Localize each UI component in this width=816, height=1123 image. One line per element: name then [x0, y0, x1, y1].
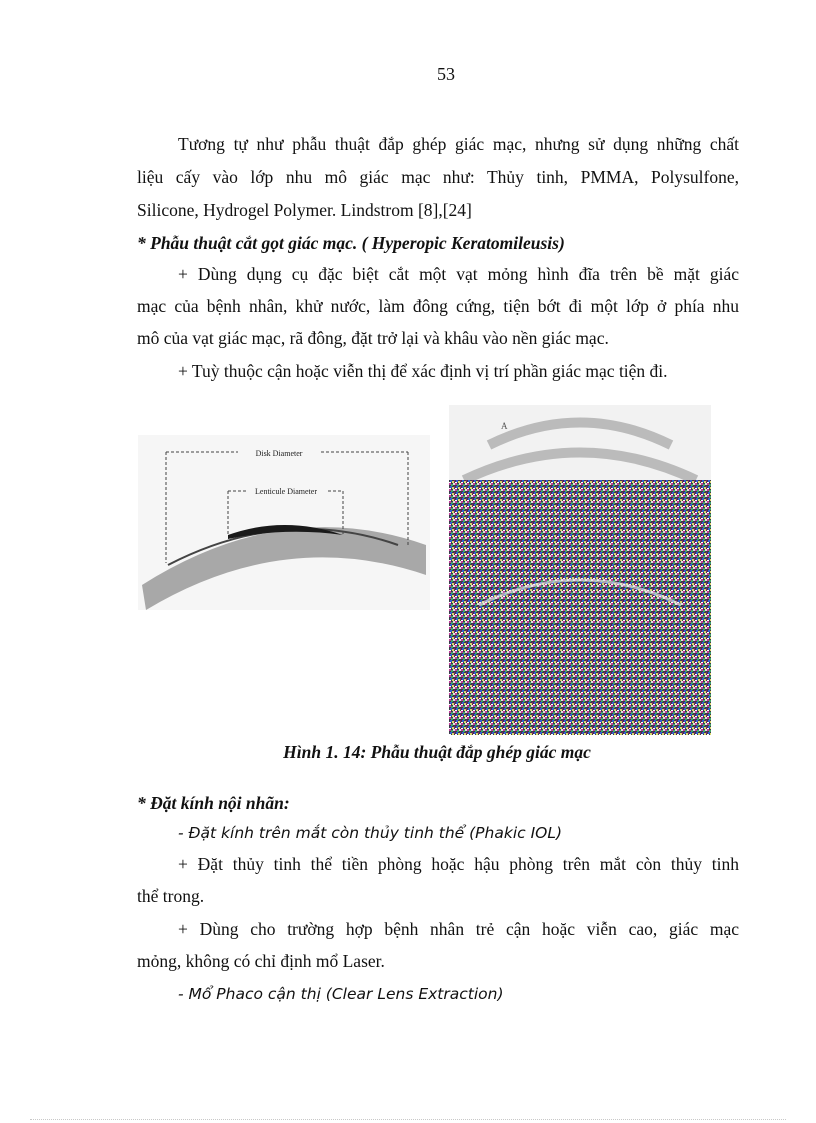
- lenticule-diameter-label: Lenticule Diameter: [255, 487, 317, 496]
- subheading-phakic-iol: - Đặt kính trên mắt còn thủy tinh thể (Phakic IOL): [178, 824, 563, 842]
- figure-caption: Hình 1. 14: Phẫu thuật đắp ghép giác mạc: [283, 742, 591, 762]
- heading-keratomileusis: * Phẫu thuật cắt gọt giác mạc. ( Hyperopic Keratomileusis): [137, 233, 565, 253]
- bottom-divider: [30, 1119, 786, 1120]
- paragraph-2-line-3: mô của vạt giác mạc, rã đông, đặt trở lại và khâu vào nền giác mạc.: [137, 328, 609, 348]
- heading-iol: * Đặt kính nội nhãn:: [137, 793, 290, 813]
- paragraph-4-line-1: + Đặt thủy tinh thể tiền phòng hoặc hậu phòng trên mắt còn thủy tinh: [178, 854, 739, 874]
- paragraph-1-line-1: Tương tự như phẫu thuật đắp ghép giác mạc, nhưng sử dụng những chất: [178, 134, 739, 154]
- disk-diameter-label: Disk Diameter: [255, 449, 303, 458]
- page-number: 53: [437, 64, 455, 84]
- photo-noise-region: [449, 480, 711, 735]
- paragraph-1-line-3: Silicone, Hydrogel Polymer. Lindstrom [8],[24]: [137, 200, 472, 220]
- paragraph-2-line-2: mạc của bệnh nhân, khử nước, làm đông cứng, tiện bớt đi một lớp ở phía nhu: [137, 296, 739, 316]
- paragraph-3-line-1: + Tuỳ thuộc cận hoặc viễn thị để xác định vị trí phần giác mạc tiện đi.: [178, 361, 668, 381]
- subheading-phaco: - Mổ Phaco cận thị (Clear Lens Extraction): [178, 985, 504, 1003]
- keratomileusis-photo: [449, 405, 711, 735]
- panel-a-label: A: [501, 421, 508, 431]
- paragraph-4-line-2: thể trong.: [137, 886, 205, 906]
- paragraph-5-line-2: mỏng, không có chỉ định mổ Laser.: [137, 951, 385, 971]
- paragraph-5-line-1: + Dùng cho trường hợp bệnh nhân trẻ cận hoặc viễn cao, giác mạc: [178, 919, 739, 939]
- paragraph-1-line-2: liệu cấy vào lớp nhu mô giác mạc như: Thủy tinh, PMMA, Polysulfone,: [137, 167, 739, 187]
- cornea-diagram: [138, 435, 430, 610]
- paragraph-2-line-1: + Dùng dụng cụ đặc biệt cắt một vạt mỏng hình đĩa trên bề mặt giác: [178, 264, 739, 284]
